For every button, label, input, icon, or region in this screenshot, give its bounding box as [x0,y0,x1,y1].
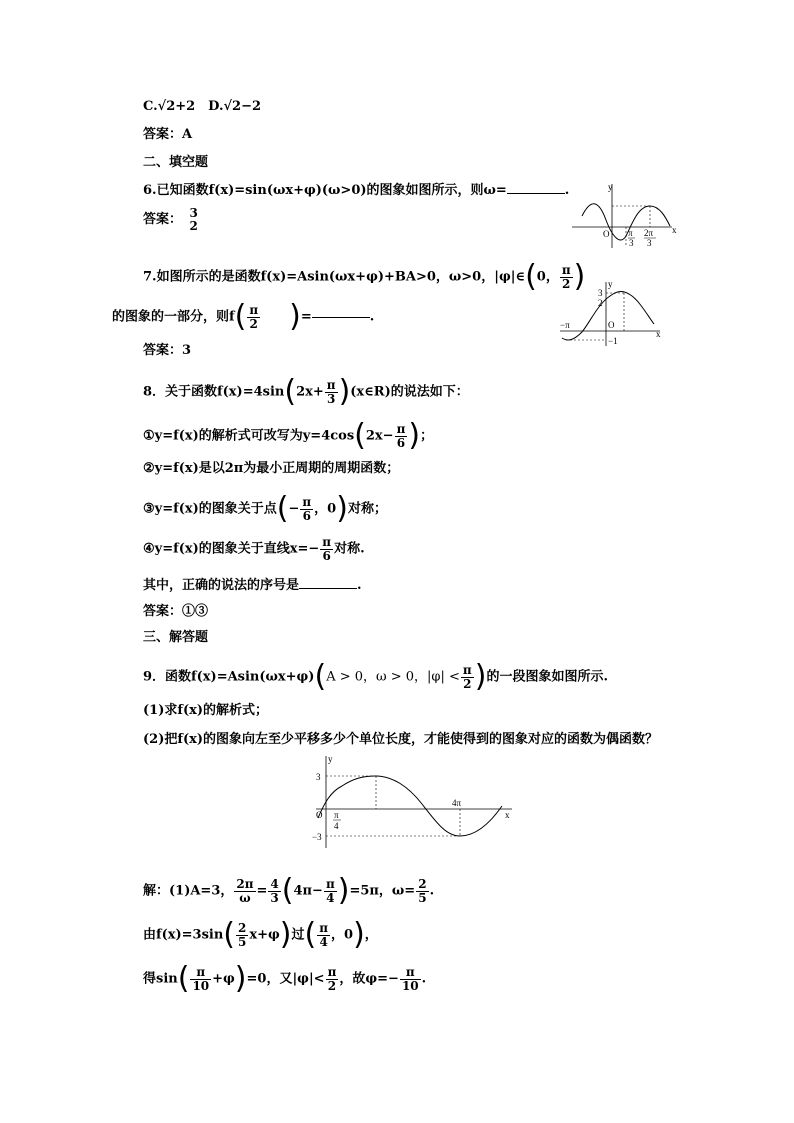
g6-t2-den: 3 [647,238,652,248]
q9-graph [312,752,522,852]
g7-y-label: y [608,279,613,289]
g9-x-label: x [505,810,510,820]
question-7-line2: 的图象的一部分，则f( $\frac{\pi}{2}$ )= . [112,299,375,334]
statement-1: ①y=f(x)的解析式可改写为y=4cos(2x− $\frac{\pi}{6}$ )； [143,418,434,453]
answer-prev: 答案：A [143,127,193,142]
g7-y3: 3 [598,288,603,298]
option-cd: C.√2+2 D.√2−2 [143,99,262,114]
question-9-part2: (2)把f(x)的图象向左至少平移多少个单位长度，才能使得到的图象对应的函数为偶函数？ [143,732,658,747]
g6-origin: O [603,229,610,239]
question-8: 8．关于函数f(x)=4sin(2x+ $\frac{\pi}{3}$ )(x∈R)的说法如下： [143,374,469,409]
question-7: 7.如图所示的是函数f(x)=Asin(ωx+φ)+BA>0，ω>0，|φ|∈(0， $\frac{\pi}{2}$ ) [143,259,586,294]
g9-t1-num: π [334,810,339,820]
g6-t1-den: 3 [629,238,634,248]
statement-2: ②y=f(x)是以2π为最小正周期的周期函数； [143,461,400,476]
g7-ym1: −1 [608,336,618,346]
statement-3: ③y=f(x)的图象关于点(− $\frac{\pi}{6}$ ，0)对称； [143,491,387,526]
solution-line-2: 由f(x)=3sin( $\frac{2}{5}$ x+φ)过( $\frac{\pi}{4}$ ，0)， [143,917,378,952]
section-fill-blank: 二、填空题 [143,155,209,170]
g7-origin: O [608,320,615,330]
g9-t2: 4π [452,798,462,808]
q7-graph [556,278,666,348]
statement-4: ④y=f(x)的图象关于直线x=− $\frac{\pi}{6}$ 对称. [143,535,365,563]
g6-t2-num: 2π [644,228,654,238]
q6-graph [568,180,678,252]
question-9: 9．函数f(x)=Asin(ωx+φ)(A > 0，ω > 0，|φ| < $\frac{\pi}{2}$ )的一段图象如图所示. [143,659,608,694]
solution-line-1: 解：(1)A=3， $\frac{2\pi}{\omega}$ = $\frac{4}{3}$ (4π− $\frac{\pi}{4}$ )=5π，ω= $\frac{2}{5}$ . [143,873,435,908]
g6-t1-num: π [628,228,633,238]
g9-t1-den: 4 [334,821,339,831]
g6-y-label: y [608,182,613,192]
g7-x-label: x [656,329,661,339]
question-6: 6.已知函数f(x)=sin(ωx+φ)(ω>0)的图象如图所示，则ω= . [143,183,570,198]
g9-ym3: −3 [312,832,322,842]
section-solve: 三、解答题 [143,630,209,645]
question-6-answer: 答案： 3 2 [143,206,198,233]
answer-fraction: 3 2 [189,206,198,233]
g9-y3: 3 [316,772,321,782]
question-7-answer: 答案：3 [143,343,192,358]
solution-line-3: 得sin( $\frac{\pi}{10}$ +φ)=0，又|φ|< $\frac{\pi}{2}$ ，故φ=− $\frac{\pi}{10}$ . [143,961,427,996]
g6-x-label: x [672,225,677,235]
question-9-part1: (1)求f(x)的解析式； [143,703,268,718]
question-8-answer: 答案：①③ [143,604,209,619]
g7-xm: −π [560,320,570,330]
question-8-prompt: 其中，正确的说法的序号是 . [143,578,362,593]
g9-origin: O [316,810,323,820]
g9-y-label: y [328,754,333,764]
g7-y2: 2 [598,298,603,308]
